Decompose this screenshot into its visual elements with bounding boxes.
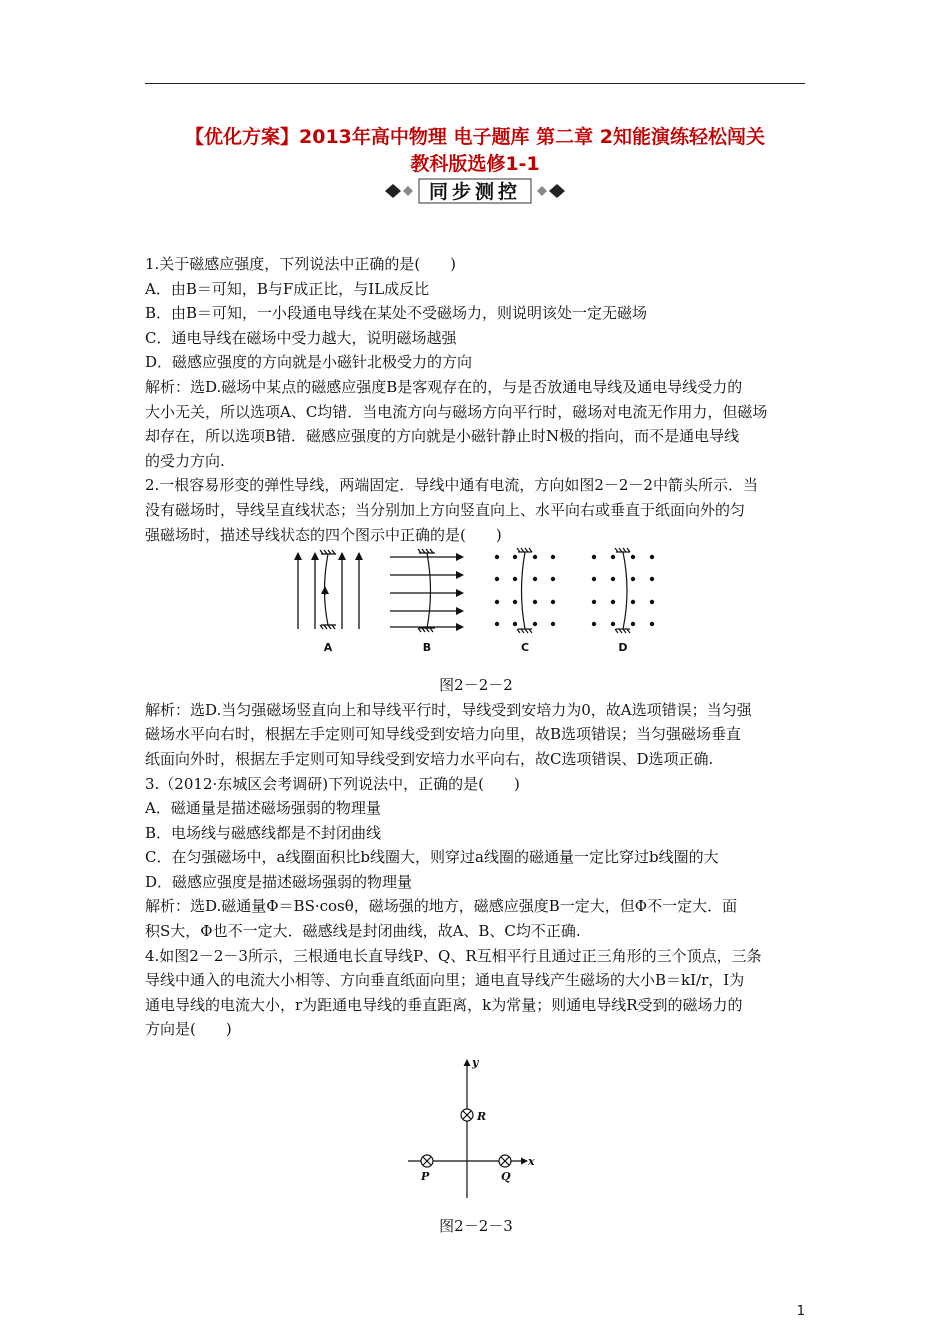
section-banner: [375, 176, 575, 206]
figure-label-b: B: [422, 641, 432, 655]
wire-label-r: R: [477, 1110, 487, 1124]
q3-option-b: B．电场线与磁感线都是不封闭曲线: [145, 823, 382, 842]
axis-label-y: y: [472, 1056, 479, 1070]
q2-stem-line: 没有磁场时，导线呈直线状态；当分别加上方向竖直向上、水平向右或垂直于纸面向外的匀: [145, 500, 746, 519]
q1-answer-line: 大小无关，所以选项A、C均错．当电流方向与磁场方向平行时，磁场对电流无作用力，但磁场: [145, 402, 768, 421]
figure-caption-2-2-2: 图2－2－2: [439, 676, 513, 695]
document-title-line1: 【优化方案】2013年高中物理 电子题库 第二章 2知能演练轻松闯关: [185, 126, 765, 148]
q1-answer-line: 却存在，所以选项B错．磁感应强度的方向就是小磁针静止时N极的指向，而不是通电导线: [145, 427, 740, 446]
q1-option-a: A．由B＝可知，B与F成正比，与IL成反比: [145, 279, 430, 298]
q2-answer-line: 解析：选D.当匀强磁场竖直向上和导线平行时，导线受到安培力为0，故A选项错误；当匀强: [145, 700, 752, 719]
q4-stem-line: 通电导线的电流大小，r为距通电导线的垂直距离，k为常量；则通电导线R受到的磁场力的: [145, 995, 743, 1014]
wire-label-q: Q: [501, 1170, 511, 1184]
figure-2-2-2-drawing: [145, 547, 807, 659]
q2-answer-line: 纸面向外时，根据左手定则可知导线受到安培力水平向右，故C选项错误、D选项正确.: [145, 749, 714, 768]
q3-stem: 3.（2012·东城区会考调研)下列说法中，正确的是( ): [145, 774, 520, 793]
banner-text: 同步测控: [428, 181, 522, 203]
figure-panel-b: [390, 549, 463, 632]
q2-answer-line: 磁场水平向右时，根据左手定则可知导线受到安培力向里，故B选项错误；当匀强磁场垂直: [145, 725, 742, 744]
q3-answer-line: 积S大，Φ也不一定大．磁感线是封闭曲线，故A、B、C均不正确.: [145, 922, 581, 941]
figure-label-c: C: [520, 641, 530, 655]
q1-answer-line: 的受力方向.: [145, 451, 225, 470]
q1-option-b: B．由B＝可知，一小段通电导线在某处不受磁场力，则说明该处一定无磁场: [145, 304, 648, 323]
q3-option-d: D．磁感应强度是描述磁场强弱的物理量: [145, 872, 413, 891]
q3-answer-line: 解析：选D.磁通量Φ＝BS·cosθ，磁场强的地方，磁感应强度B一定大，但Φ不一定大．面: [145, 897, 738, 916]
q1-option-d: D．磁感应强度的方向就是小磁针北极受力的方向: [145, 353, 473, 372]
q4-stem-line: 4.如图2－2－3所示，三根通电长直导线P、Q、R互相平行且通过正三角形的三个顶点，三条: [145, 946, 762, 965]
q2-stem-line: 强磁场时，描述导线状态的四个图示中正确的是( ): [145, 525, 502, 544]
figure-2-2-3-drawing: [145, 1054, 807, 1214]
q3-option-a: A．磁通量是描述磁场强弱的物理量: [145, 799, 381, 818]
figure-panel-d: [592, 555, 654, 626]
header-rule: [145, 83, 805, 84]
wire-label-p: P: [421, 1170, 430, 1184]
wire-p-icon: [421, 1155, 433, 1167]
q1-answer-line: 解析：选D.磁场中某点的磁感应强度B是客观存在的，与是否放通电导线及通电导线受力的: [145, 377, 743, 396]
figure-caption-2-2-3: 图2－2－3: [439, 1217, 513, 1236]
page-number: 1: [796, 1304, 805, 1319]
wire-q-icon: [499, 1155, 511, 1167]
q4-stem-line: 导线中通入的电流大小相等、方向垂直纸面向里；通电直导线产生磁场的大小B＝kI/r，I为: [145, 971, 745, 990]
figure-2-2-2: [145, 547, 807, 659]
q1-stem: 1.关于磁感应强度，下列说法中正确的是( ): [145, 255, 457, 273]
document-body: [145, 252, 807, 1239]
q1-option-c: C．通电导线在磁场中受力越大，说明磁场越强: [145, 328, 457, 347]
document-title-line2: 教科版选修1-1: [410, 153, 540, 175]
figure-label-a: A: [323, 641, 333, 655]
q3-option-c: C．在匀强磁场中，a线圈面积比b线圈大，则穿过a线圈的磁通量一定比穿过b线圈的大: [145, 848, 719, 867]
axis-label-x: x: [528, 1155, 535, 1169]
wire-r-icon: [461, 1109, 473, 1121]
figure-panel-a: [298, 550, 359, 629]
q2-stem-line: 2.一根容易形变的弹性导线，两端固定．导线中通有电流，方向如图2－2－2中箭头所示．当: [145, 476, 758, 495]
q4-stem-line: 方向是( ): [145, 1020, 232, 1039]
figure-2-2-3: [145, 1054, 807, 1214]
figure-label-d: D: [618, 641, 628, 655]
figure-panel-c: [495, 555, 555, 626]
